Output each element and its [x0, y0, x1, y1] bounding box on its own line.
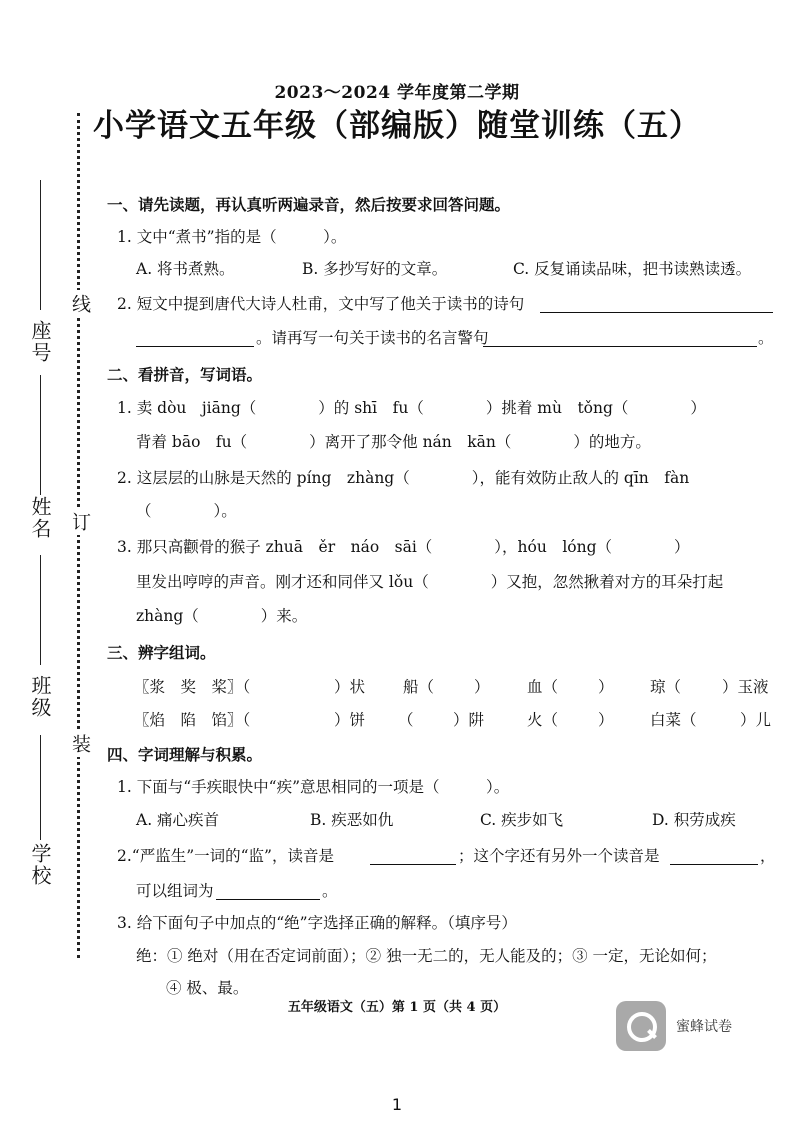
s1-q2-blank-3[interactable]: [483, 330, 757, 347]
s1-q2-prompt-2: 。请再写一句关于读书的名言警句: [256, 329, 489, 347]
s4-q1-option-a: A. 痛心疾首: [136, 811, 220, 829]
s1-question-1: 1. 文中“煮书”指的是（ ）。: [117, 228, 347, 246]
page-footer: 五年级语文（五）第 1 页（共 4 页）: [287, 1000, 507, 1015]
s2-line-3: 2. 这层层的山脉是天然的 píng zhàng（ ），能有效防止敌人的 qīn fàn: [117, 469, 690, 487]
s3-r2-c3a: 火（: [527, 711, 559, 729]
section-1-heading: 一、请先读题，再认真听两遍录音，然后按要求回答问题。: [107, 195, 511, 214]
s4-q2-blank-3[interactable]: [216, 883, 320, 900]
s4-q3-options: 绝：① 绝对（用在否定词前面）；② 独一无二的，无人能及的；③ 一定，无论如何；: [136, 947, 717, 965]
s1-q2-blank-2[interactable]: [136, 330, 254, 347]
s3-r2-c3b: ）: [598, 711, 614, 729]
s3-r2-group: 〖焰 陷 馅〗（: [134, 711, 251, 729]
s3-r2-c2b: ）阱: [453, 711, 485, 729]
watermark-text: 蜜蜂试卷: [676, 1019, 732, 1035]
exam-title: 小学语文五年级（部编版）随堂训练（五）: [93, 108, 701, 144]
s3-r1-c3b: ）: [598, 678, 614, 696]
section-2-heading: 二、看拼音，写词语。: [107, 365, 263, 384]
s4-q1-option-d: D. 积劳成疾: [652, 811, 736, 829]
s3-r1-c4a: 琼（: [650, 678, 682, 696]
s4-q3-options-2: ④ 极、最。: [166, 979, 249, 997]
s3-r2-c1: ）饼: [334, 711, 366, 729]
label-banji: 班级: [28, 675, 52, 719]
section-4-heading: 四、字词理解与积累。: [107, 745, 263, 764]
s1-q1-option-c: C. 反复诵读品味，把书读熟读透。: [513, 260, 752, 278]
s4-q1-option-b: B. 疾恶如仇: [310, 811, 394, 829]
s2-line-5: 3. 那只高颧骨的猴子 zhuā ěr náo sāi（ ），hóu lóng（ ）: [117, 538, 690, 556]
s3-r1-group: 〖浆 奖 桨〗（: [134, 678, 251, 696]
s2-line-4: （ ）。: [136, 502, 237, 520]
s2-line-7: zhàng（ ）来。: [136, 607, 308, 625]
s1-q2-blank-1[interactable]: [540, 296, 773, 313]
s3-r2-c4b: ）儿: [740, 711, 772, 729]
binding-dotted-line: [77, 113, 80, 958]
s2-line-6: 里发出哼哼的声音。刚才还和同伴又 lǒu（ ）又抱，忽然揪着对方的耳朵打起: [136, 573, 724, 591]
s3-r1-c3a: 血（: [527, 678, 559, 696]
label-zuohao: 座号: [28, 320, 52, 364]
s3-r2-c2a: （: [398, 711, 414, 729]
xuexiao-line: [40, 735, 41, 840]
s4-q2-prompt-3: 可以组词为: [136, 882, 214, 900]
page-number: 1: [391, 1095, 403, 1114]
beehive-logo-icon: [616, 1001, 666, 1051]
binding-xian: 线: [67, 290, 94, 317]
s3-r2-c4a: 白菜（: [650, 711, 697, 729]
s4-q2-prompt-2: ；这个字还有另外一个读音是: [458, 847, 660, 865]
binding-zhuang: 装: [67, 730, 94, 757]
s4-question-2: 2.“严监生”一词的“监”，读音是: [117, 847, 334, 865]
s1-q2-end: 。: [758, 329, 774, 347]
banji-line: [40, 555, 41, 665]
s4-q2-blank-1[interactable]: [370, 848, 456, 865]
xingming-line: [40, 375, 41, 495]
s1-q1-option-a: A. 将书煮熟。: [136, 260, 235, 278]
binding-ding: 订: [67, 508, 94, 535]
school-year: 2023～2024 学年度第二学期: [274, 83, 520, 103]
s4-q2-blank-2[interactable]: [670, 848, 758, 865]
s1-q1-option-b: B. 多抄写好的文章。: [302, 260, 448, 278]
s2-line-2: 背着 bāo fu（ ）离开了那令他 nán kān（ ）的地方。: [136, 433, 651, 451]
s3-r1-c4b: ）玉液: [722, 678, 769, 696]
s4-q1-option-c: C. 疾步如飞: [480, 811, 564, 829]
s3-r1-c2b: ）: [474, 678, 490, 696]
s4-question-1: 1. 下面与“手疾眼快中“疾”意思相同的一项是（ ）。: [117, 778, 510, 796]
zuohao-line: [40, 180, 41, 310]
s2-line-1: 1. 卖 dòu jiāng（ ）的 shī fu（ ）挑着 mù tǒng（ ）: [117, 399, 706, 417]
s4-question-3: 3. 给下面句子中加点的“绝”字选择正确的解释。（填序号）: [117, 914, 517, 932]
section-3-heading: 三、辨字组词。: [107, 643, 216, 662]
s3-r1-c1: ）状: [334, 678, 366, 696]
s4-q2-end: 。: [322, 882, 338, 900]
s3-r1-c2a: 船（: [403, 678, 435, 696]
s1-question-2: 2. 短文中提到唐代大诗人杜甫，文中写了他关于读书的诗句: [117, 295, 525, 313]
s4-q2-comma: ，: [760, 847, 776, 865]
label-xingming: 姓名: [28, 496, 52, 540]
label-xuexiao: 学校: [28, 843, 52, 887]
